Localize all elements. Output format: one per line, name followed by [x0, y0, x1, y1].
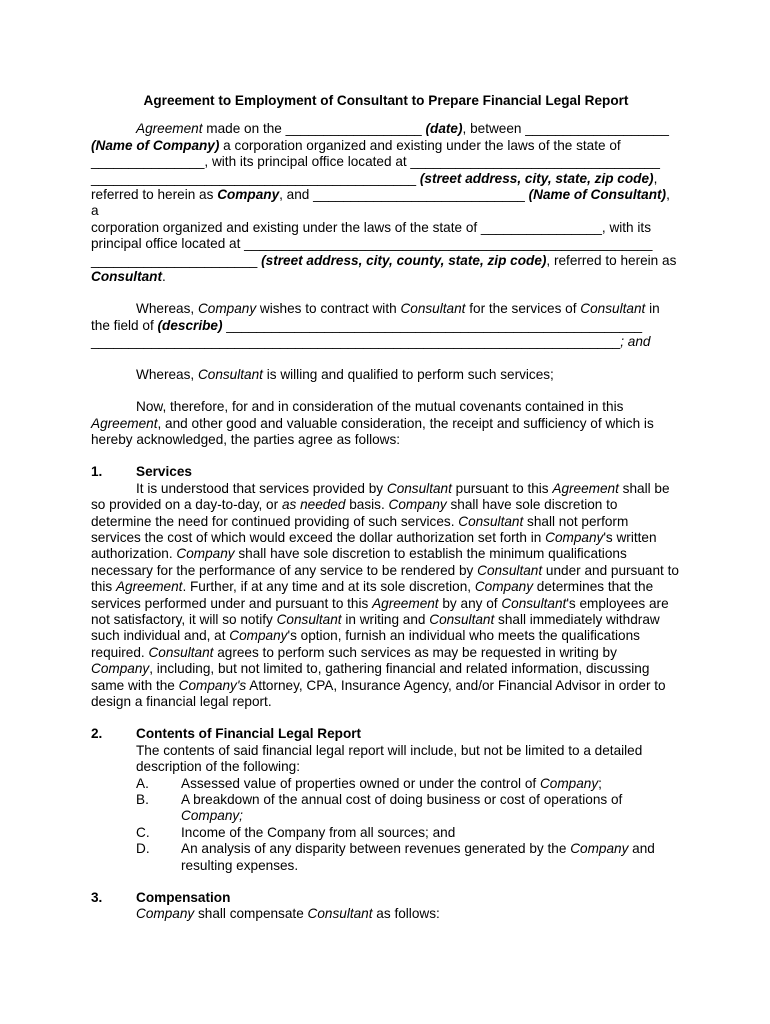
section-2-intro: The contents of said financial legal report will include, but not be limited to a detailed description of the following: [136, 742, 643, 775]
address-blank: ______________________ [91, 252, 262, 268]
section-2-heading [91, 726, 681, 742]
text: . Further, if at any time and at its sole discretion, [182, 579, 475, 595]
consultant-term: Consultant [501, 595, 567, 611]
text: Whereas, [136, 366, 198, 382]
section-2-body [136, 743, 681, 874]
text: in [645, 301, 660, 317]
text: It is understood that services provided by [136, 480, 387, 496]
company-term: Company [176, 546, 235, 562]
text: under and pursuant to this [91, 562, 679, 595]
consultant-term: Consultant [91, 269, 162, 285]
company-term: Company [197, 301, 257, 317]
section-number: 3. [91, 890, 103, 906]
text: the field of [91, 317, 158, 333]
list-marker: A. [136, 775, 149, 791]
text: , and other good and valuable consideration, the receipt and sufficiency of which is hereby acknowledged, the parties agree as follows: [91, 415, 654, 447]
preamble-line [91, 121, 681, 137]
consultant-term: Consultant [429, 611, 495, 627]
preamble-line: principal office located at ______________________________________________________ [91, 236, 653, 252]
between-blank: , between ___________________ [462, 121, 669, 137]
document-title: Agreement to Employment of Consultant to Prepare Financial Legal Report [143, 93, 629, 108]
consultant-term: Consultant [276, 611, 342, 627]
date-blank: made on the __________________ [202, 121, 426, 137]
text: 's option, furnish an individual who meets the qualifications required. [91, 628, 640, 660]
company-address-label: (street address, city, state, zip code) [419, 170, 654, 186]
company-term: Company [388, 497, 447, 513]
address-blank: ___________________________________________ [91, 170, 420, 186]
text: for the services of [465, 301, 581, 317]
text: 's written authorization. [91, 529, 657, 562]
text: An analysis of any disparity between revenues generated by the [181, 841, 571, 857]
describe-blank: _______________________________________________________ [222, 317, 643, 333]
punct: , [653, 170, 658, 186]
list-text [181, 825, 681, 841]
referred-text: referred to herein as [91, 187, 218, 203]
text: determines that the services performed under and pursuant to this [91, 579, 654, 611]
company-term: Company [217, 187, 280, 203]
list-text [181, 792, 681, 825]
text: basis. [345, 497, 389, 513]
and-text: ; and [620, 334, 651, 350]
text: as follows: [372, 906, 440, 922]
company-term: Company [474, 579, 534, 595]
list-item [136, 792, 681, 825]
section-3-body [136, 906, 681, 922]
text: by any of [438, 595, 502, 611]
text: in writing and [341, 611, 430, 627]
consultant-blank: , and ____________________________ [279, 187, 529, 203]
list-item [136, 841, 681, 874]
section-1-heading [91, 464, 681, 480]
consultant-term: Consultant [400, 301, 466, 317]
corp-text: a corporation organized and existing under the laws of the state of [219, 137, 621, 153]
section-1-body [91, 481, 681, 711]
consultant-address-label: (street address, city, county, state, zip code) [261, 252, 547, 268]
preamble-line: corporation organized and existing under the laws of the state of ________________, with its [91, 219, 651, 235]
text: shall be so provided on a day-to-day, or [91, 480, 670, 513]
preamble-line [91, 187, 681, 220]
preamble-line [91, 253, 681, 269]
consultant-term: Consultant [477, 562, 543, 578]
text: shall not perform services the cost of which would exceed the dollar authorization set forth in [91, 513, 629, 545]
company-term: Company; [181, 808, 243, 824]
text: agrees to perform such services as may be requested in writing by [213, 644, 617, 660]
whereas-paragraph-1 [91, 301, 681, 350]
text: shall have sole discretion to establish the minimum qualifications necessary for the performance of any service to be rendered by [91, 546, 627, 578]
list-item [136, 776, 681, 792]
now-line [91, 416, 654, 447]
consultant-term: Consultant [386, 480, 452, 496]
preamble-line [91, 138, 681, 154]
describe-blank: ______________________________________________________________________ [91, 334, 621, 350]
text: Whereas, [136, 301, 198, 317]
text: Attorney, CPA, Insurance Agency, and/or Financial Advisor in order to design a financial legal report. [91, 677, 666, 709]
list-item [136, 825, 681, 841]
describe-label: (describe) [157, 317, 223, 333]
section-title: Contents of Financial Legal Report [136, 726, 362, 742]
whereas-line [91, 301, 681, 317]
company-term: Company [570, 841, 629, 857]
section-number: 1. [91, 464, 103, 480]
agreement-term: Agreement [91, 415, 158, 431]
text: pursuant to this [451, 480, 553, 496]
text: Income of the Company from all sources; and [181, 824, 456, 840]
whereas-line [91, 334, 681, 350]
consultant-name-label: (Name of Consultant) [528, 187, 667, 203]
list-text [181, 841, 681, 874]
referred-text: , referred to herein as [546, 252, 677, 268]
text: is willing and qualified to perform such services; [262, 366, 554, 382]
consultant-term: Consultant [197, 366, 263, 382]
consultant-term: Consultant [580, 301, 646, 317]
company-name-label: (Name of Company) [91, 137, 220, 153]
text: wishes to contract with [256, 301, 401, 317]
company-term: Company [229, 628, 288, 644]
text: , including, but not limited to, gathering financial and related information, discussing same with the [91, 661, 650, 693]
as-needed-term: as needed [281, 497, 346, 513]
text: and resulting expenses. [181, 841, 655, 873]
consultant-term: Consultant [458, 513, 524, 529]
agreement-term: Agreement [136, 121, 203, 137]
consultant-term: Consultant [148, 644, 214, 660]
section-title: Services [136, 464, 192, 480]
agreement-term: Agreement [552, 480, 619, 496]
consultant-term: Consultant [307, 906, 373, 922]
section-number: 2. [91, 726, 103, 742]
list-text [181, 776, 681, 792]
company-term: Company's [178, 677, 247, 693]
whereas-paragraph-2 [91, 367, 681, 383]
text: 's employees are not satisfactory, it will so notify [91, 595, 669, 627]
whereas-line [91, 318, 681, 334]
preamble-line [91, 269, 681, 285]
text: shall compensate [194, 906, 308, 922]
company-term: Company [539, 775, 599, 791]
agreement-term: Agreement [372, 595, 439, 611]
list-marker: B. [136, 792, 149, 808]
company-term: Company [136, 906, 195, 922]
company-term: Company [91, 661, 150, 677]
agreement-term: Agreement [115, 579, 183, 595]
text: ; [598, 775, 602, 791]
list-marker: D. [136, 841, 150, 857]
text: shall immediately withdraw such individual and, at [91, 611, 660, 644]
now-therefore-paragraph [91, 399, 681, 448]
list-marker: C. [136, 824, 150, 840]
company-term: Company [545, 529, 604, 545]
date-label: (date) [425, 121, 463, 137]
text: shall have sole discretion to determine the need for continued providing of such services. [91, 497, 618, 529]
preamble-line [91, 171, 681, 187]
punct: , a [91, 187, 670, 219]
section-3-heading [91, 890, 681, 906]
preamble-line: _______________, with its principal office located at _________________________________ [91, 154, 660, 170]
text: A breakdown of the annual cost of doing business or cost of operations of [181, 792, 623, 808]
section-title: Compensation [136, 890, 231, 906]
preamble-paragraph [91, 121, 681, 285]
text: Assessed value of properties owned or under the control of [181, 775, 540, 791]
punct: . [161, 269, 166, 285]
document-page [91, 93, 681, 923]
now-line: Now, therefore, for and in consideration of the mutual covenants contained in this [136, 399, 624, 415]
